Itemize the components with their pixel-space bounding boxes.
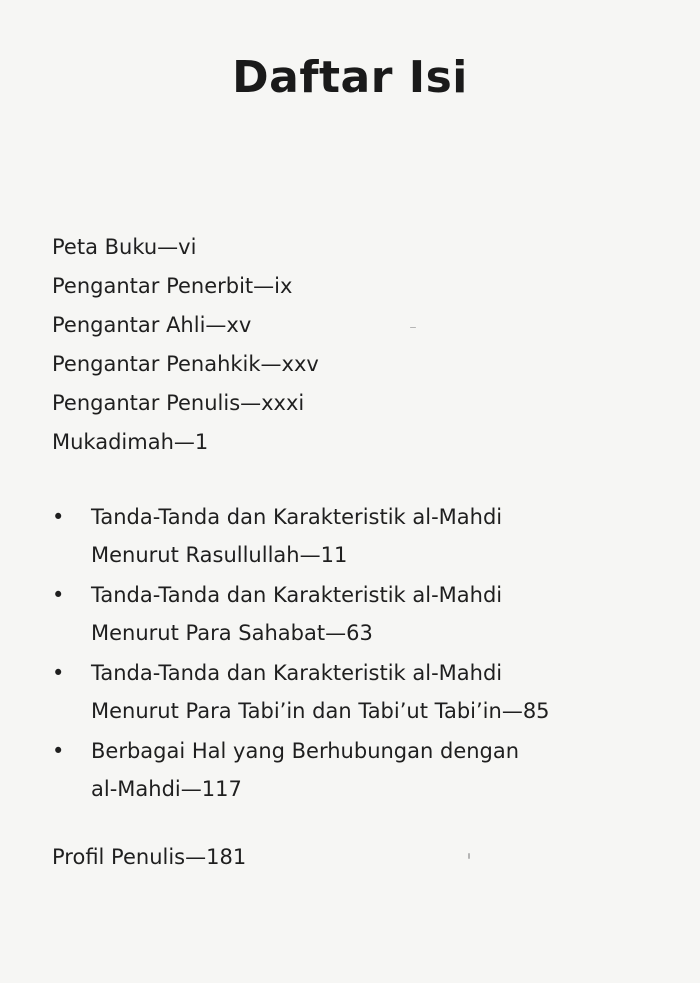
chapter-entry	[52, 498, 550, 574]
chapter-list	[52, 498, 550, 810]
chapter-title-line-1: Tanda-Tanda dan Karakteristik al-Mahdi	[91, 661, 503, 685]
chapter-title-line-2: Menurut Para Tabi’in dan Tabi’ut Tabi’in—85	[91, 699, 550, 723]
chapter-title-line-2: Menurut Rasullullah—11	[91, 543, 348, 567]
toc-entry-peta-buku: Peta Buku—vi	[52, 235, 197, 259]
chapter-title-line-1: Berbagai Hal yang Berhubungan dengan	[91, 739, 520, 763]
scan-speck	[468, 853, 470, 859]
toc-entry-mukadimah: Mukadimah—1	[52, 430, 209, 454]
bullet-icon: •	[52, 739, 65, 763]
chapter-title-line-2: al-Mahdi—117	[91, 777, 242, 801]
chapter-entry	[52, 576, 550, 652]
scan-speck	[410, 327, 416, 328]
bullet-icon: •	[52, 583, 65, 607]
toc-entry-pengantar-penerbit: Pengantar Penerbit—ix	[52, 274, 293, 298]
bullet-icon: •	[52, 661, 65, 685]
front-matter-list	[52, 228, 319, 462]
chapter-entry	[52, 732, 550, 808]
toc-entry-pengantar-ahli: Pengantar Ahli—xv	[52, 313, 252, 337]
toc-entry-pengantar-penulis: Pengantar Penulis—xxxi	[52, 391, 305, 415]
chapter-title-line-2: Menurut Para Sahabat—63	[91, 621, 373, 645]
bullet-icon: •	[52, 505, 65, 529]
chapter-entry	[52, 654, 550, 730]
page-title: Daftar Isi	[232, 52, 468, 103]
toc-entry-pengantar-penahkik: Pengantar Penahkik—xxv	[52, 352, 319, 376]
chapter-title-line-1: Tanda-Tanda dan Karakteristik al-Mahdi	[91, 505, 503, 529]
chapter-title-line-1: Tanda-Tanda dan Karakteristik al-Mahdi	[91, 583, 503, 607]
toc-entry-profil-penulis: Profil Penulis—181	[52, 845, 247, 869]
